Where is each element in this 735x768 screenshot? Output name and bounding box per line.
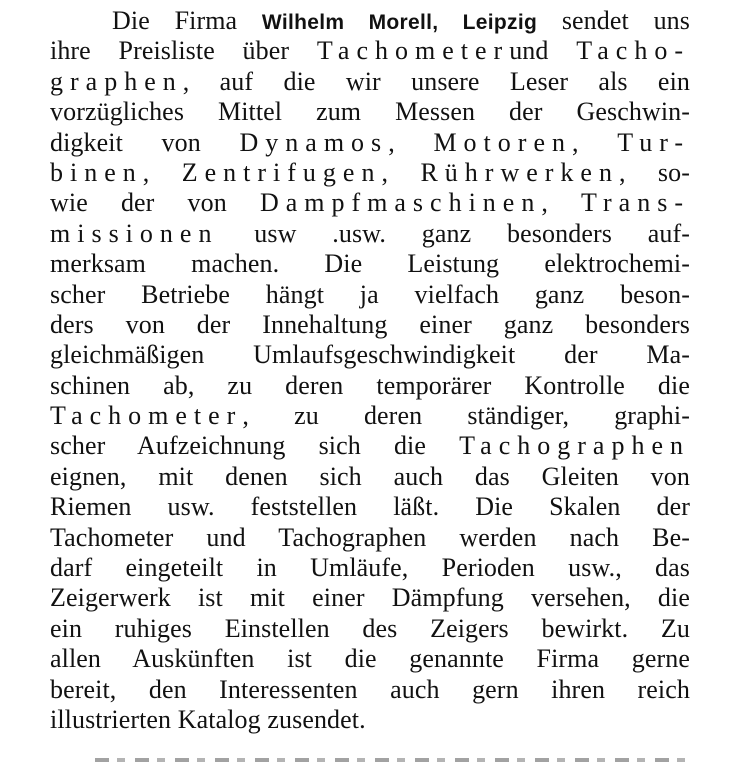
- text-line: [50, 614, 690, 644]
- text-line: [50, 158, 690, 188]
- text-run: wie der von: [50, 188, 260, 218]
- text-line: [50, 644, 690, 674]
- text-line: [50, 371, 690, 401]
- text-line: [50, 310, 690, 340]
- text-line: [50, 188, 690, 218]
- text-run: sendet uns: [537, 6, 690, 35]
- text-run: vorzügliches Mittel zum Messen der Geschwin-: [50, 97, 690, 127]
- text-run: ders von der Innehaltung einer ganz besonders: [50, 309, 690, 339]
- emphasized-term: Tacho-: [576, 36, 690, 66]
- text-line: [50, 280, 690, 310]
- text-line: [50, 705, 690, 735]
- text-line: [50, 462, 690, 492]
- text-run: usw .usw. ganz besonders auf-: [218, 218, 690, 248]
- emphasized-term: binen: [50, 157, 143, 187]
- text-run: scher Aufzeichnung sich die: [50, 431, 460, 461]
- text-run: bereit, den Interessenten auch gern ihren reich: [50, 674, 690, 704]
- text-run: ihre Preisliste über: [50, 36, 317, 66]
- text-run: scher Betriebe hängt ja vielfach ganz beson-: [50, 279, 690, 309]
- text-run: ,: [381, 157, 421, 187]
- emphasized-term: Tachometer: [316, 36, 510, 66]
- text-run: Tachometer und Tachographen werden nach Be-: [50, 522, 690, 552]
- emphasized-term: Tachometer: [50, 401, 243, 431]
- text-line: [50, 219, 690, 249]
- text-line: [50, 6, 690, 36]
- emphasized-term: Trans-: [581, 188, 690, 218]
- emphasized-term: Motoren: [433, 127, 572, 157]
- text-line: [50, 128, 690, 158]
- emphasized-term: Rührwerken: [420, 157, 619, 187]
- text-run: ,: [388, 127, 434, 157]
- emphasized-term: graphen: [50, 66, 183, 96]
- text-line: [50, 97, 690, 127]
- text-run: ,: [541, 188, 582, 218]
- emphasized-term: Tachographen: [459, 431, 690, 461]
- text-run: und: [509, 36, 577, 66]
- text-run: illustrierten Katalog zusendet.: [50, 704, 366, 734]
- text-line: [50, 67, 690, 97]
- text-line: [50, 431, 690, 461]
- text-run: Die Firma: [112, 6, 262, 35]
- text-line: [50, 340, 690, 370]
- text-run: , auf die wir unsere Leser als ein: [182, 66, 690, 96]
- cut-off-next-line: [95, 746, 695, 768]
- text-run: gleichmäßigen Umlaufsgeschwindigkeit der Ma-: [50, 340, 690, 370]
- text-run: Zeigerwerk ist mit einer Dämpfung versehen, die: [50, 583, 690, 613]
- text-line: [50, 675, 690, 705]
- text-run: , zu deren ständiger, graphi-: [242, 401, 690, 431]
- text-run: digkeit von: [50, 127, 240, 157]
- text-run: eignen, mit denen sich auch das Gleiten von: [50, 461, 690, 491]
- text-line: [50, 249, 690, 279]
- text-line: [50, 492, 690, 522]
- text-line: [50, 583, 690, 613]
- text-run: schinen ab, zu deren temporärer Kontrolle die: [50, 370, 690, 400]
- emphasized-term: Dynamos: [239, 127, 389, 157]
- text-run: ,: [142, 157, 182, 187]
- text-line: [50, 523, 690, 553]
- emphasized-term: missionen: [50, 218, 219, 248]
- article-paragraph: [50, 6, 690, 735]
- emphasized-term: Dampfmaschinen: [259, 188, 542, 218]
- text-line: [50, 36, 690, 66]
- emphasized-term: Zentrifugen: [181, 157, 382, 187]
- text-run: ein ruhiges Einstellen des Zeigers bewirkt. Zu: [50, 613, 690, 643]
- text-run: merksam machen. Die Leistung elektrochemi-: [50, 249, 690, 279]
- emphasized-term: Tur-: [617, 127, 690, 157]
- text-run: allen Auskünften ist die genannte Firma gerne: [50, 644, 690, 674]
- text-run: darf eingeteilt in Umläufe, Perioden usw., das: [50, 553, 690, 583]
- text-line: [50, 401, 690, 431]
- text-run: Riemen usw. feststellen läßt. Die Skalen der: [50, 492, 690, 522]
- company-name: Wilhelm Morell, Leipzig: [261, 11, 538, 34]
- text-line: [50, 553, 690, 583]
- text-run: , so-: [618, 157, 690, 187]
- text-run: ,: [571, 127, 618, 157]
